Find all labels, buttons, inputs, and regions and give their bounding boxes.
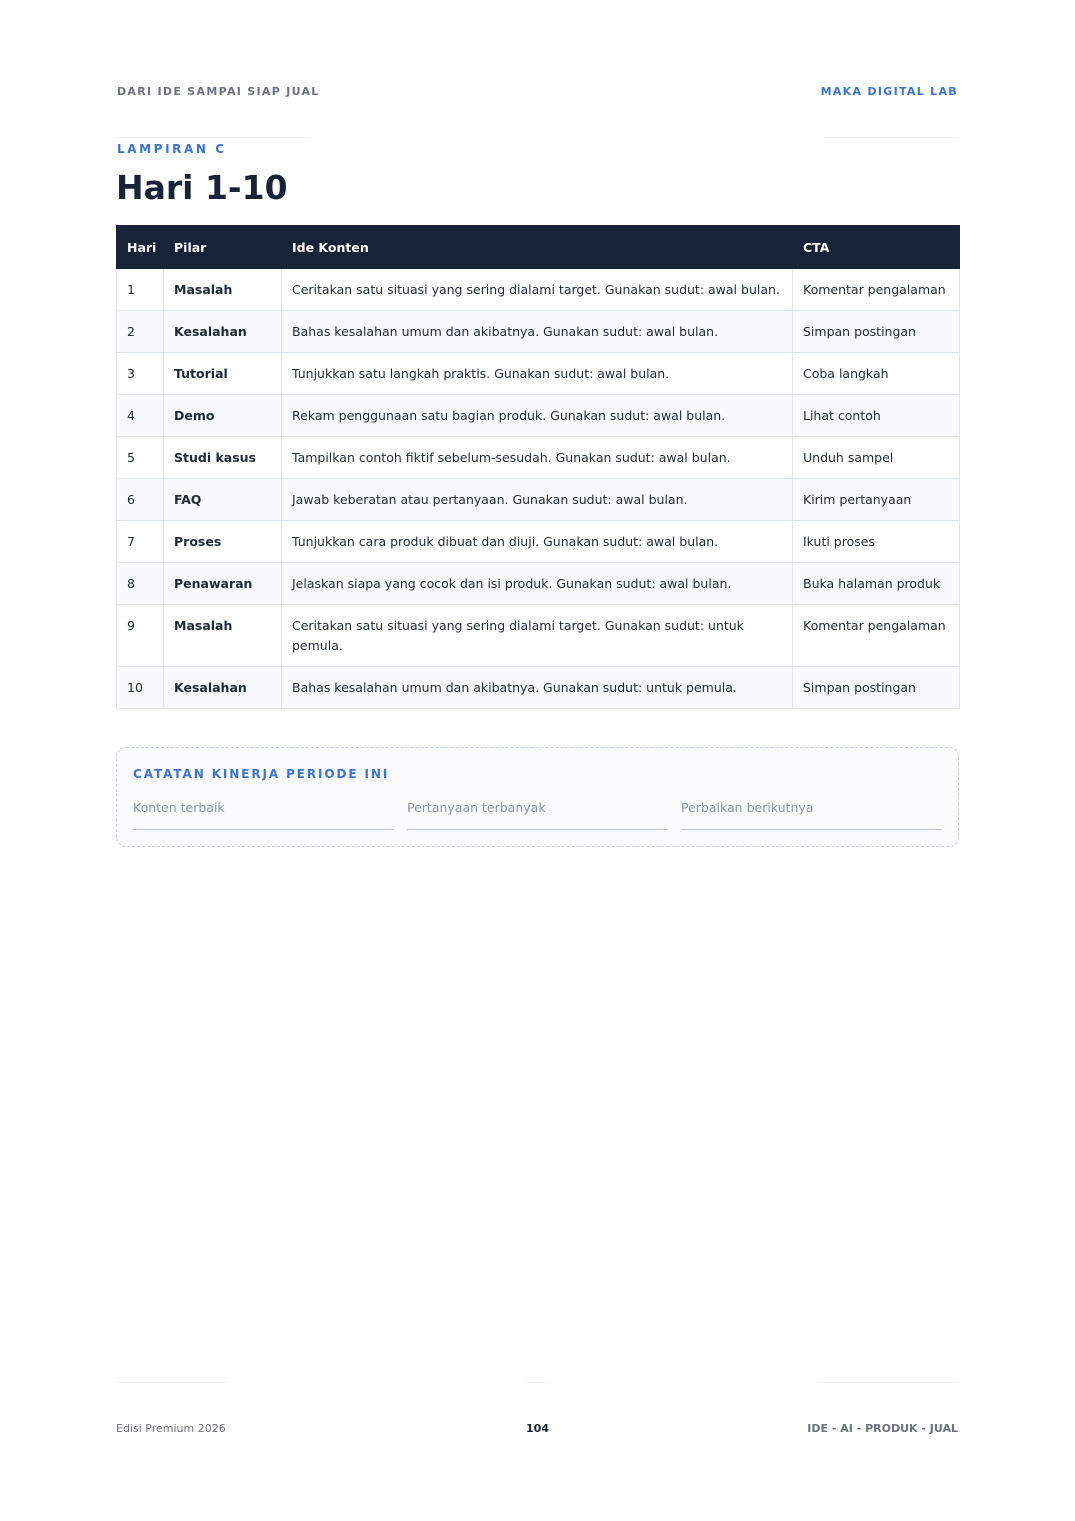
performance-notes-box	[116, 747, 959, 847]
cell-idea: Ceritakan satu situasi yang sering dialami target. Gunakan sudut: untuk pemula.	[282, 605, 793, 667]
cell-day: 4	[117, 395, 164, 437]
cell-day: 6	[117, 479, 164, 521]
cell-pillar: Masalah	[164, 605, 282, 667]
note-field-label: Perbaikan berikutnya	[681, 800, 814, 815]
note-field-label: Konten terbaik	[133, 800, 225, 815]
cell-cta: Komentar pengalaman	[793, 269, 960, 311]
cell-day: 9	[117, 605, 164, 667]
table-row	[117, 667, 960, 709]
cell-idea: Bahas kesalahan umum dan akibatnya. Gunakan sudut: untuk pemula.	[282, 667, 793, 709]
cell-day: 5	[117, 437, 164, 479]
cell-day: 2	[117, 311, 164, 353]
footer-edition: Edisi Premium 2026	[116, 1422, 226, 1435]
note-field-next-improvement[interactable]	[681, 796, 942, 830]
cell-cta: Simpan postingan	[793, 311, 960, 353]
cell-idea: Rekam penggunaan satu bagian produk. Gunakan sudut: awal bulan.	[282, 395, 793, 437]
cell-idea: Tunjukkan satu langkah praktis. Gunakan sudut: awal bulan.	[282, 353, 793, 395]
note-field-label: Pertanyaan terbanyak	[407, 800, 546, 815]
table-row	[117, 353, 960, 395]
page-title: Hari 1-10	[116, 168, 288, 207]
cell-pillar: Penawaran	[164, 563, 282, 605]
cell-cta: Ikuti proses	[793, 521, 960, 563]
section-kicker: LAMPIRAN C	[117, 142, 227, 156]
cell-idea: Tampilkan contoh fiktif sebelum-sesudah. Gunakan sudut: awal bulan.	[282, 437, 793, 479]
cell-pillar: Tutorial	[164, 353, 282, 395]
cell-pillar: Proses	[164, 521, 282, 563]
footer-tagline: IDE - AI - PRODUK - JUAL	[807, 1422, 958, 1435]
table-row	[117, 521, 960, 563]
table-row	[117, 395, 960, 437]
column-header-idea: Ide Konten	[282, 226, 793, 269]
brand-name: MAKA DIGITAL LAB	[820, 85, 958, 98]
cell-pillar: Kesalahan	[164, 667, 282, 709]
table-row	[117, 269, 960, 311]
content-plan-table	[116, 225, 960, 709]
cell-idea: Jelaskan siapa yang cocok dan isi produk. Gunakan sudut: awal bulan.	[282, 563, 793, 605]
cell-cta: Lihat contoh	[793, 395, 960, 437]
cell-cta: Komentar pengalaman	[793, 605, 960, 667]
page-number: 104	[526, 1422, 549, 1435]
table-row	[117, 479, 960, 521]
cell-cta: Coba langkah	[793, 353, 960, 395]
running-title: DARI IDE SAMPAI SIAP JUAL	[117, 85, 320, 98]
header-divider-left	[117, 137, 310, 138]
table-row	[117, 437, 960, 479]
footer-divider-right	[818, 1382, 959, 1383]
column-header-pillar: Pilar	[164, 226, 282, 269]
column-header-day: Hari	[117, 226, 164, 269]
cell-idea: Bahas kesalahan umum dan akibatnya. Gunakan sudut: awal bulan.	[282, 311, 793, 353]
notes-title: CATATAN KINERJA PERIODE INI	[133, 767, 390, 781]
cell-cta: Kirim pertanyaan	[793, 479, 960, 521]
cell-day: 3	[117, 353, 164, 395]
page-header	[117, 85, 958, 101]
cell-cta: Unduh sampel	[793, 437, 960, 479]
cell-day: 7	[117, 521, 164, 563]
header-divider-right	[824, 137, 959, 138]
note-field-best-content[interactable]	[133, 796, 394, 830]
column-header-cta: CTA	[793, 226, 960, 269]
cell-pillar: Masalah	[164, 269, 282, 311]
cell-idea: Jawab keberatan atau pertanyaan. Gunakan sudut: awal bulan.	[282, 479, 793, 521]
cell-cta: Buka halaman produk	[793, 563, 960, 605]
cell-idea: Ceritakan satu situasi yang sering dialami target. Gunakan sudut: awal bulan.	[282, 269, 793, 311]
footer-divider-left	[116, 1382, 228, 1383]
note-field-top-questions[interactable]	[407, 796, 668, 830]
table-header-row	[117, 226, 960, 269]
cell-day: 1	[117, 269, 164, 311]
cell-day: 8	[117, 563, 164, 605]
cell-idea: Tunjukkan cara produk dibuat dan diuji. Gunakan sudut: awal bulan.	[282, 521, 793, 563]
cell-pillar: Studi kasus	[164, 437, 282, 479]
table-row	[117, 605, 960, 667]
cell-day: 10	[117, 667, 164, 709]
cell-pillar: Kesalahan	[164, 311, 282, 353]
cell-pillar: Demo	[164, 395, 282, 437]
table-row	[117, 563, 960, 605]
cell-pillar: FAQ	[164, 479, 282, 521]
footer-divider-center	[526, 1382, 549, 1383]
table-row	[117, 311, 960, 353]
cell-cta: Simpan postingan	[793, 667, 960, 709]
